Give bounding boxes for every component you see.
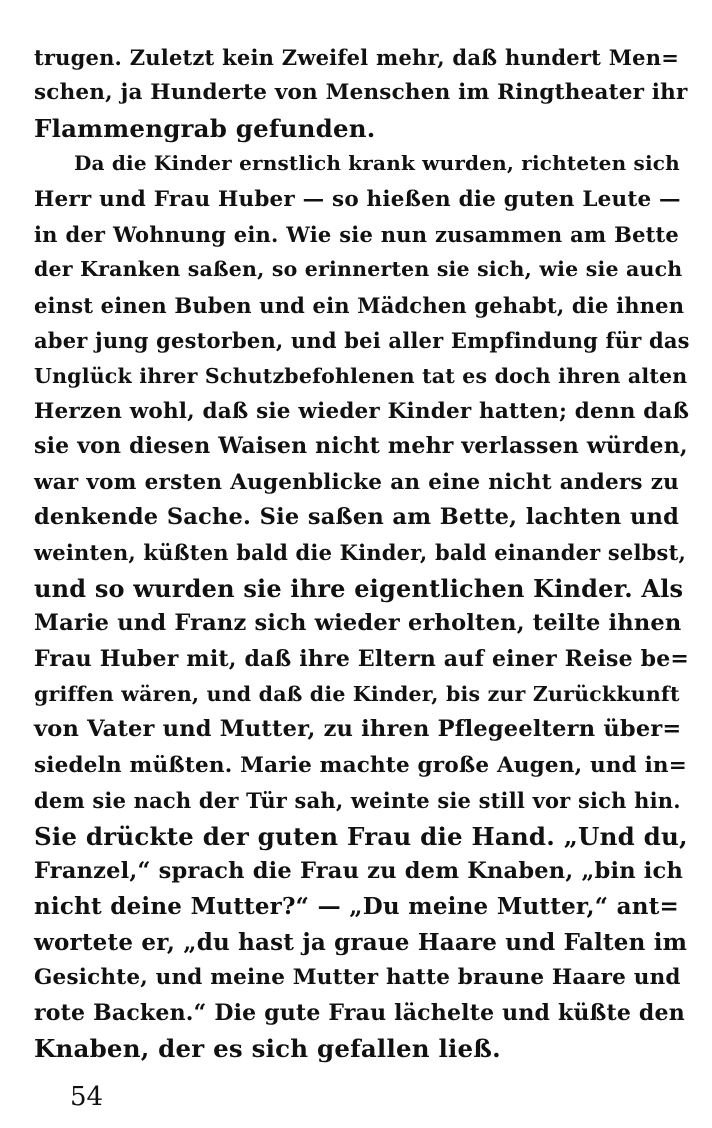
text-line: siedeln müßten. Marie machte große Augen, und in= xyxy=(34,752,687,778)
paragraph-end-line: Flammengrab gefunden. xyxy=(34,113,376,143)
text-line: Frau Huber mit, daß ihre Eltern auf einer Reise be= xyxy=(34,645,690,672)
text-line: Herr und Frau Huber — so hießen die guten Leute — xyxy=(34,186,681,212)
text-line: Sie drückte der guten Frau die Hand. „Und du, xyxy=(34,821,688,851)
text-line: und so wurden sie ihre eigentlichen Kinder. Als xyxy=(34,573,684,603)
text-line: trugen. Zuletzt kein Zweifel mehr, daß hundert Men= xyxy=(34,45,679,70)
text-line: nicht deine Mutter?“ — „Du meine Mutter,“ ant= xyxy=(34,893,679,921)
text-line: Franzel,“ sprach die Frau zu dem Knaben, „bin ich xyxy=(34,857,684,884)
text-line: war vom ersten Augenblicke an eine nicht anders zu xyxy=(34,469,679,495)
text-line: von Vater und Mutter, zu ihren Pflegeeltern über= xyxy=(34,716,682,743)
text-line: denkende Sache. Sie saßen am Bette, lachten und xyxy=(34,504,679,531)
text-line: Marie und Franz sich wieder erholten, teilte ihnen xyxy=(34,610,682,637)
paragraph-start-line: Da die Kinder ernstlich krank wurden, richteten sich xyxy=(74,151,680,176)
text-line: der Kranken saßen, so erinnerten sie sich, wie sie auch xyxy=(34,257,683,282)
text-line: Herzen wohl, daß sie wieder Kinder hatten; denn daß xyxy=(34,398,690,424)
text-line: in der Wohnung ein. Wie sie nun zusammen am Bette xyxy=(34,221,679,247)
text-line: einst einen Buben und ein Mädchen gehabt, die ihnen xyxy=(34,292,685,318)
body-text xyxy=(34,40,690,1066)
text-line: griffen wären, und daß die Kinder, bis zur Zurückkunft xyxy=(34,682,680,707)
text-line: aber jung gestorben, und bei aller Empfindung für das xyxy=(34,328,690,354)
text-line: Gesichte, und meine Mutter hatte braune Haare und xyxy=(34,965,681,991)
paragraph-end-line: Knaben, der es sich gefallen ließ. xyxy=(34,1033,501,1063)
text-line: rote Backen.“ Die gute Frau lächelte und küßte den xyxy=(34,999,685,1026)
page-number: 54 xyxy=(70,1082,104,1112)
text-line: sie von diesen Waisen nicht mehr verlassen würden, xyxy=(34,433,688,460)
text-line: Unglück ihrer Schutzbefohlenen tat es doch ihren alten xyxy=(34,363,688,388)
text-line: weinten, küßten bald die Kinder, bald einander selbst, xyxy=(34,540,686,566)
text-line: wortete er, „du hast ja graue Haare und Falten im xyxy=(34,928,688,956)
text-line: schen, ja Hunderte von Menschen im Ringtheater ihr xyxy=(34,80,688,106)
text-line: dem sie nach der Tür sah, weinte sie still vor sich hin. xyxy=(34,788,681,814)
